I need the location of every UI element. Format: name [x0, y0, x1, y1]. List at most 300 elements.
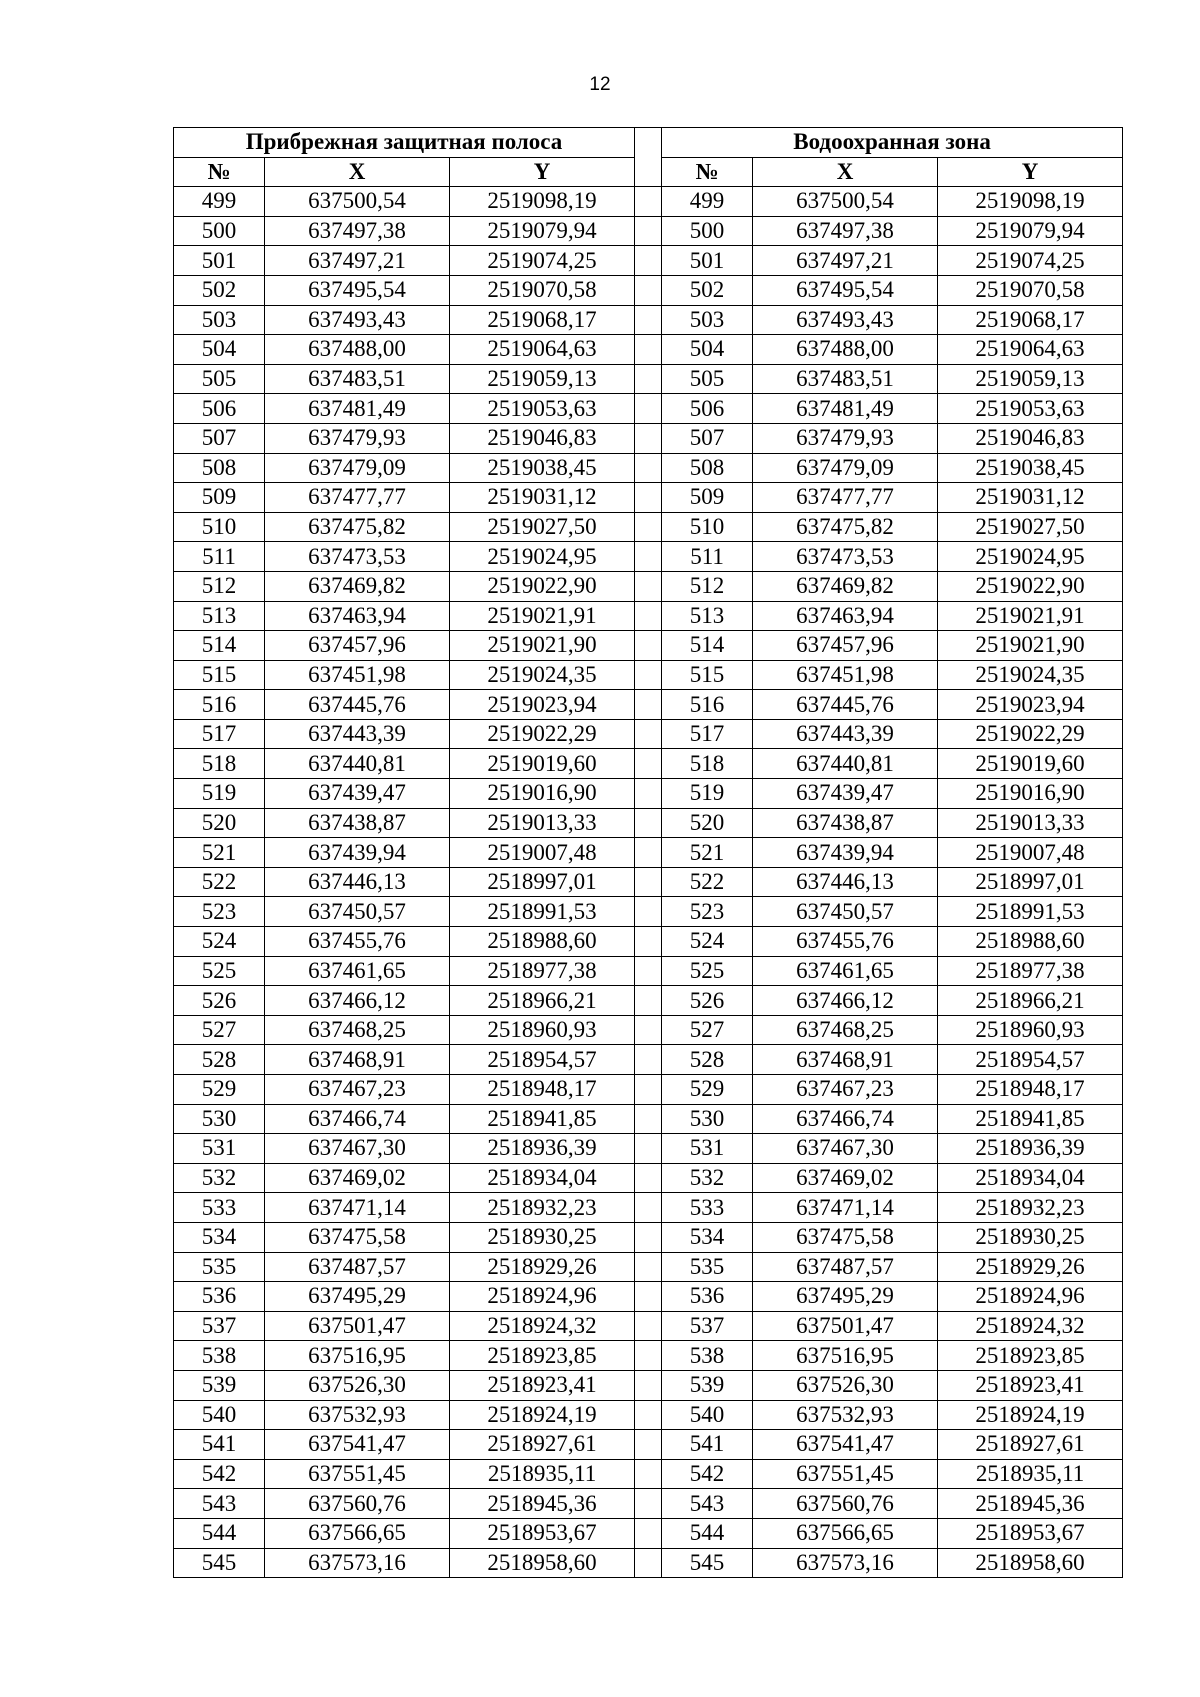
- right-cell-y: 2518923,85: [938, 1341, 1123, 1371]
- right-cell-x: 637443,39: [753, 719, 938, 749]
- left-header-x: X: [265, 157, 450, 187]
- left-cell-num: 508: [174, 453, 265, 483]
- left-cell-y: 2519038,45: [450, 453, 635, 483]
- gap-cell: [635, 927, 662, 957]
- right-cell-y: 2518935,11: [938, 1459, 1123, 1489]
- gap-cell: [635, 1015, 662, 1045]
- left-cell-x: 637467,23: [265, 1075, 450, 1105]
- left-cell-num: 512: [174, 571, 265, 601]
- right-cell-y: 2518948,17: [938, 1075, 1123, 1105]
- right-cell-x: 637487,57: [753, 1252, 938, 1282]
- right-cell-num: 518: [662, 749, 753, 779]
- right-cell-y: 2519022,29: [938, 719, 1123, 749]
- left-cell-x: 637455,76: [265, 927, 450, 957]
- left-cell-num: 545: [174, 1548, 265, 1578]
- right-cell-x: 637468,91: [753, 1045, 938, 1075]
- right-cell-y: 2518988,60: [938, 927, 1123, 957]
- right-cell-x: 637467,30: [753, 1134, 938, 1164]
- left-cell-y: 2519079,94: [450, 216, 635, 246]
- gap-cell: [635, 808, 662, 838]
- left-cell-x: 637451,98: [265, 660, 450, 690]
- gap-cell: [635, 1134, 662, 1164]
- left-cell-y: 2518988,60: [450, 927, 635, 957]
- left-cell-y: 2519024,95: [450, 542, 635, 572]
- right-cell-num: 502: [662, 275, 753, 305]
- right-cell-num: 509: [662, 483, 753, 513]
- right-cell-num: 527: [662, 1015, 753, 1045]
- right-cell-x: 637439,94: [753, 838, 938, 868]
- right-cell-x: 637483,51: [753, 364, 938, 394]
- left-cell-y: 2519021,91: [450, 601, 635, 631]
- right-cell-x: 637573,16: [753, 1548, 938, 1578]
- left-cell-y: 2518953,67: [450, 1518, 635, 1548]
- right-cell-x: 637466,74: [753, 1104, 938, 1134]
- table-row: [174, 246, 1123, 276]
- left-cell-x: 637457,96: [265, 631, 450, 661]
- left-cell-x: 637439,94: [265, 838, 450, 868]
- right-cell-y: 2519007,48: [938, 838, 1123, 868]
- table-row: [174, 423, 1123, 453]
- table-row: [174, 719, 1123, 749]
- left-cell-num: 542: [174, 1459, 265, 1489]
- right-cell-y: 2519016,90: [938, 779, 1123, 809]
- left-cell-num: 505: [174, 364, 265, 394]
- left-cell-y: 2519074,25: [450, 246, 635, 276]
- right-cell-num: 511: [662, 542, 753, 572]
- left-cell-x: 637493,43: [265, 305, 450, 335]
- right-cell-num: 541: [662, 1430, 753, 1460]
- table-row: [174, 1430, 1123, 1460]
- right-cell-num: 515: [662, 660, 753, 690]
- right-cell-y: 2518941,85: [938, 1104, 1123, 1134]
- gap-cell: [635, 779, 662, 809]
- table-row: [174, 1163, 1123, 1193]
- right-cell-x: 637541,47: [753, 1430, 938, 1460]
- gap-cell: [635, 719, 662, 749]
- left-cell-num: 524: [174, 927, 265, 957]
- table-row: [174, 956, 1123, 986]
- table-row: [174, 1045, 1123, 1075]
- right-cell-x: 637457,96: [753, 631, 938, 661]
- table-row: [174, 660, 1123, 690]
- left-cell-y: 2519098,19: [450, 187, 635, 217]
- gap-column: [635, 128, 662, 187]
- table-row: [174, 1222, 1123, 1252]
- left-cell-num: 509: [174, 483, 265, 513]
- gap-cell: [635, 1311, 662, 1341]
- table-row: [174, 1548, 1123, 1578]
- right-cell-x: 637439,47: [753, 779, 938, 809]
- left-cell-num: 522: [174, 867, 265, 897]
- right-header-num: №: [662, 157, 753, 187]
- left-cell-x: 637526,30: [265, 1370, 450, 1400]
- left-cell-x: 637488,00: [265, 335, 450, 365]
- table-row: [174, 1015, 1123, 1045]
- left-cell-num: 538: [174, 1341, 265, 1371]
- left-cell-num: 514: [174, 631, 265, 661]
- right-cell-num: 534: [662, 1222, 753, 1252]
- table-title-row: [174, 128, 1123, 158]
- left-cell-num: 536: [174, 1282, 265, 1312]
- table-row: [174, 1311, 1123, 1341]
- right-cell-x: 637516,95: [753, 1341, 938, 1371]
- right-cell-x: 637468,25: [753, 1015, 938, 1045]
- table-row: [174, 1341, 1123, 1371]
- right-cell-y: 2518927,61: [938, 1430, 1123, 1460]
- left-cell-x: 637475,82: [265, 512, 450, 542]
- right-cell-y: 2519098,19: [938, 187, 1123, 217]
- left-cell-y: 2518954,57: [450, 1045, 635, 1075]
- right-cell-y: 2519038,45: [938, 453, 1123, 483]
- left-cell-y: 2518945,36: [450, 1489, 635, 1519]
- left-header-y: Y: [450, 157, 635, 187]
- left-cell-num: 533: [174, 1193, 265, 1223]
- left-cell-num: 503: [174, 305, 265, 335]
- left-cell-y: 2518966,21: [450, 986, 635, 1016]
- right-cell-x: 637461,65: [753, 956, 938, 986]
- left-cell-y: 2518977,38: [450, 956, 635, 986]
- right-cell-num: 529: [662, 1075, 753, 1105]
- left-cell-num: 531: [174, 1134, 265, 1164]
- right-cell-y: 2518924,32: [938, 1311, 1123, 1341]
- right-cell-y: 2518924,19: [938, 1400, 1123, 1430]
- left-section-title: Прибрежная защитная полоса: [174, 128, 635, 158]
- left-cell-y: 2518934,04: [450, 1163, 635, 1193]
- right-cell-num: 519: [662, 779, 753, 809]
- right-cell-x: 637475,58: [753, 1222, 938, 1252]
- gap-cell: [635, 956, 662, 986]
- right-cell-x: 637475,82: [753, 512, 938, 542]
- gap-cell: [635, 838, 662, 868]
- table-row: [174, 305, 1123, 335]
- table-row: [174, 1282, 1123, 1312]
- right-cell-x: 637488,00: [753, 335, 938, 365]
- right-cell-num: 531: [662, 1134, 753, 1164]
- gap-cell: [635, 187, 662, 217]
- gap-cell: [635, 631, 662, 661]
- gap-cell: [635, 1104, 662, 1134]
- right-cell-y: 2519022,90: [938, 571, 1123, 601]
- right-cell-num: 510: [662, 512, 753, 542]
- left-cell-y: 2518924,19: [450, 1400, 635, 1430]
- right-cell-y: 2518930,25: [938, 1222, 1123, 1252]
- left-cell-x: 637469,02: [265, 1163, 450, 1193]
- left-cell-num: 535: [174, 1252, 265, 1282]
- left-cell-y: 2518932,23: [450, 1193, 635, 1223]
- left-cell-y: 2519016,90: [450, 779, 635, 809]
- table-row: [174, 897, 1123, 927]
- left-cell-x: 637501,47: [265, 1311, 450, 1341]
- table-row: [174, 1400, 1123, 1430]
- right-cell-y: 2519074,25: [938, 246, 1123, 276]
- table-row: [174, 1459, 1123, 1489]
- table-row: [174, 571, 1123, 601]
- gap-cell: [635, 364, 662, 394]
- right-cell-y: 2518929,26: [938, 1252, 1123, 1282]
- gap-cell: [635, 542, 662, 572]
- table-row: [174, 779, 1123, 809]
- left-cell-y: 2519023,94: [450, 690, 635, 720]
- right-header-x: X: [753, 157, 938, 187]
- left-cell-num: 534: [174, 1222, 265, 1252]
- left-cell-y: 2518991,53: [450, 897, 635, 927]
- left-cell-y: 2519053,63: [450, 394, 635, 424]
- left-cell-y: 2519022,29: [450, 719, 635, 749]
- left-cell-y: 2518924,96: [450, 1282, 635, 1312]
- right-cell-num: 522: [662, 867, 753, 897]
- right-cell-y: 2519024,35: [938, 660, 1123, 690]
- right-cell-num: 526: [662, 986, 753, 1016]
- right-header-y: Y: [938, 157, 1123, 187]
- left-cell-x: 637468,25: [265, 1015, 450, 1045]
- right-cell-y: 2519013,33: [938, 808, 1123, 838]
- right-cell-num: 530: [662, 1104, 753, 1134]
- left-cell-y: 2518929,26: [450, 1252, 635, 1282]
- left-cell-y: 2519027,50: [450, 512, 635, 542]
- left-cell-num: 517: [174, 719, 265, 749]
- right-cell-num: 506: [662, 394, 753, 424]
- left-cell-num: 502: [174, 275, 265, 305]
- left-cell-x: 637467,30: [265, 1134, 450, 1164]
- left-cell-num: 526: [174, 986, 265, 1016]
- left-cell-y: 2518936,39: [450, 1134, 635, 1164]
- left-cell-x: 637516,95: [265, 1341, 450, 1371]
- left-cell-num: 541: [174, 1430, 265, 1460]
- right-cell-y: 2519064,63: [938, 335, 1123, 365]
- table-row: [174, 483, 1123, 513]
- table-row: [174, 1193, 1123, 1223]
- table-row: [174, 838, 1123, 868]
- right-cell-x: 637455,76: [753, 927, 938, 957]
- right-cell-x: 637473,53: [753, 542, 938, 572]
- table-row: [174, 986, 1123, 1016]
- right-cell-num: 499: [662, 187, 753, 217]
- left-cell-y: 2519024,35: [450, 660, 635, 690]
- left-cell-num: 506: [174, 394, 265, 424]
- table-row: [174, 867, 1123, 897]
- right-cell-num: 545: [662, 1548, 753, 1578]
- left-cell-y: 2518930,25: [450, 1222, 635, 1252]
- right-cell-x: 637497,21: [753, 246, 938, 276]
- left-cell-y: 2519064,63: [450, 335, 635, 365]
- right-cell-num: 521: [662, 838, 753, 868]
- table-row: [174, 749, 1123, 779]
- right-cell-y: 2519023,94: [938, 690, 1123, 720]
- table-row: [174, 1370, 1123, 1400]
- right-cell-y: 2519021,91: [938, 601, 1123, 631]
- right-cell-y: 2519021,90: [938, 631, 1123, 661]
- right-cell-y: 2519024,95: [938, 542, 1123, 572]
- right-cell-x: 637467,23: [753, 1075, 938, 1105]
- left-cell-x: 637466,74: [265, 1104, 450, 1134]
- right-cell-y: 2518923,41: [938, 1370, 1123, 1400]
- left-cell-num: 515: [174, 660, 265, 690]
- gap-cell: [635, 749, 662, 779]
- right-cell-num: 532: [662, 1163, 753, 1193]
- left-cell-x: 637532,93: [265, 1400, 450, 1430]
- left-cell-num: 528: [174, 1045, 265, 1075]
- table-row: [174, 1134, 1123, 1164]
- left-cell-num: 544: [174, 1518, 265, 1548]
- left-cell-x: 637495,54: [265, 275, 450, 305]
- table-row: [174, 1252, 1123, 1282]
- table-row: [174, 542, 1123, 572]
- left-cell-x: 637477,77: [265, 483, 450, 513]
- right-cell-num: 505: [662, 364, 753, 394]
- coordinates-table: [173, 127, 1123, 1578]
- left-cell-x: 637479,93: [265, 423, 450, 453]
- left-cell-y: 2518927,61: [450, 1430, 635, 1460]
- gap-cell: [635, 453, 662, 483]
- right-cell-x: 637526,30: [753, 1370, 938, 1400]
- left-cell-x: 637560,76: [265, 1489, 450, 1519]
- left-cell-x: 637463,94: [265, 601, 450, 631]
- gap-cell: [635, 690, 662, 720]
- right-cell-num: 500: [662, 216, 753, 246]
- gap-cell: [635, 986, 662, 1016]
- right-cell-num: 544: [662, 1518, 753, 1548]
- right-cell-y: 2518945,36: [938, 1489, 1123, 1519]
- right-cell-y: 2518958,60: [938, 1548, 1123, 1578]
- right-section-title: Водоохранная зона: [662, 128, 1123, 158]
- left-cell-x: 637446,13: [265, 867, 450, 897]
- right-cell-num: 543: [662, 1489, 753, 1519]
- right-cell-num: 517: [662, 719, 753, 749]
- right-cell-y: 2518960,93: [938, 1015, 1123, 1045]
- left-cell-x: 637573,16: [265, 1548, 450, 1578]
- right-cell-num: 528: [662, 1045, 753, 1075]
- right-cell-x: 637500,54: [753, 187, 938, 217]
- gap-cell: [635, 423, 662, 453]
- left-cell-y: 2519070,58: [450, 275, 635, 305]
- right-cell-y: 2518932,23: [938, 1193, 1123, 1223]
- left-cell-num: 513: [174, 601, 265, 631]
- right-cell-y: 2518954,57: [938, 1045, 1123, 1075]
- left-cell-y: 2518923,41: [450, 1370, 635, 1400]
- table-row: [174, 335, 1123, 365]
- right-cell-x: 637551,45: [753, 1459, 938, 1489]
- left-cell-x: 637479,09: [265, 453, 450, 483]
- left-cell-x: 637500,54: [265, 187, 450, 217]
- gap-cell: [635, 275, 662, 305]
- left-cell-x: 637475,58: [265, 1222, 450, 1252]
- right-cell-x: 637471,14: [753, 1193, 938, 1223]
- left-cell-y: 2519021,90: [450, 631, 635, 661]
- right-cell-x: 637495,29: [753, 1282, 938, 1312]
- left-cell-y: 2518941,85: [450, 1104, 635, 1134]
- right-cell-y: 2518924,96: [938, 1282, 1123, 1312]
- left-cell-x: 637566,65: [265, 1518, 450, 1548]
- right-cell-x: 637451,98: [753, 660, 938, 690]
- left-cell-num: 520: [174, 808, 265, 838]
- left-cell-num: 519: [174, 779, 265, 809]
- left-cell-x: 637497,21: [265, 246, 450, 276]
- table-row: [174, 690, 1123, 720]
- left-cell-x: 637461,65: [265, 956, 450, 986]
- gap-cell: [635, 601, 662, 631]
- right-cell-num: 542: [662, 1459, 753, 1489]
- right-cell-x: 637438,87: [753, 808, 938, 838]
- left-cell-num: 516: [174, 690, 265, 720]
- left-cell-num: 525: [174, 956, 265, 986]
- left-cell-num: 540: [174, 1400, 265, 1430]
- right-cell-x: 637466,12: [753, 986, 938, 1016]
- right-cell-x: 637497,38: [753, 216, 938, 246]
- gap-cell: [635, 1193, 662, 1223]
- left-cell-y: 2518997,01: [450, 867, 635, 897]
- right-cell-y: 2519027,50: [938, 512, 1123, 542]
- right-cell-num: 524: [662, 927, 753, 957]
- gap-cell: [635, 1459, 662, 1489]
- left-cell-x: 637473,53: [265, 542, 450, 572]
- left-cell-x: 637483,51: [265, 364, 450, 394]
- gap-cell: [635, 1489, 662, 1519]
- left-cell-y: 2519059,13: [450, 364, 635, 394]
- right-cell-x: 637450,57: [753, 897, 938, 927]
- right-cell-x: 637445,76: [753, 690, 938, 720]
- right-cell-x: 637495,54: [753, 275, 938, 305]
- gap-cell: [635, 305, 662, 335]
- gap-cell: [635, 1518, 662, 1548]
- left-cell-num: 537: [174, 1311, 265, 1341]
- left-cell-y: 2519031,12: [450, 483, 635, 513]
- gap-cell: [635, 216, 662, 246]
- right-cell-x: 637501,47: [753, 1311, 938, 1341]
- right-cell-num: 523: [662, 897, 753, 927]
- right-cell-y: 2519079,94: [938, 216, 1123, 246]
- left-cell-num: 527: [174, 1015, 265, 1045]
- left-cell-y: 2519068,17: [450, 305, 635, 335]
- gap-cell: [635, 246, 662, 276]
- left-cell-num: 499: [174, 187, 265, 217]
- gap-cell: [635, 512, 662, 542]
- gap-cell: [635, 1282, 662, 1312]
- right-cell-x: 637440,81: [753, 749, 938, 779]
- left-cell-x: 637551,45: [265, 1459, 450, 1489]
- left-cell-y: 2518924,32: [450, 1311, 635, 1341]
- right-cell-x: 637560,76: [753, 1489, 938, 1519]
- table-row: [174, 275, 1123, 305]
- right-cell-x: 637446,13: [753, 867, 938, 897]
- left-cell-x: 637438,87: [265, 808, 450, 838]
- gap-cell: [635, 1075, 662, 1105]
- table-row: [174, 1518, 1123, 1548]
- right-cell-x: 637477,77: [753, 483, 938, 513]
- right-cell-num: 525: [662, 956, 753, 986]
- right-cell-num: 514: [662, 631, 753, 661]
- right-cell-y: 2519019,60: [938, 749, 1123, 779]
- left-cell-x: 637541,47: [265, 1430, 450, 1460]
- right-cell-x: 637469,02: [753, 1163, 938, 1193]
- left-cell-y: 2518960,93: [450, 1015, 635, 1045]
- left-cell-num: 518: [174, 749, 265, 779]
- right-cell-num: 538: [662, 1341, 753, 1371]
- right-cell-y: 2518966,21: [938, 986, 1123, 1016]
- right-cell-num: 501: [662, 246, 753, 276]
- left-cell-x: 637439,47: [265, 779, 450, 809]
- right-cell-num: 504: [662, 335, 753, 365]
- table-row: [174, 187, 1123, 217]
- table-row: [174, 1489, 1123, 1519]
- page-number: 12: [589, 74, 611, 95]
- left-cell-num: 530: [174, 1104, 265, 1134]
- right-cell-y: 2518953,67: [938, 1518, 1123, 1548]
- left-cell-num: 529: [174, 1075, 265, 1105]
- table-row: [174, 631, 1123, 661]
- right-cell-y: 2518936,39: [938, 1134, 1123, 1164]
- left-cell-x: 637469,82: [265, 571, 450, 601]
- left-cell-y: 2519022,90: [450, 571, 635, 601]
